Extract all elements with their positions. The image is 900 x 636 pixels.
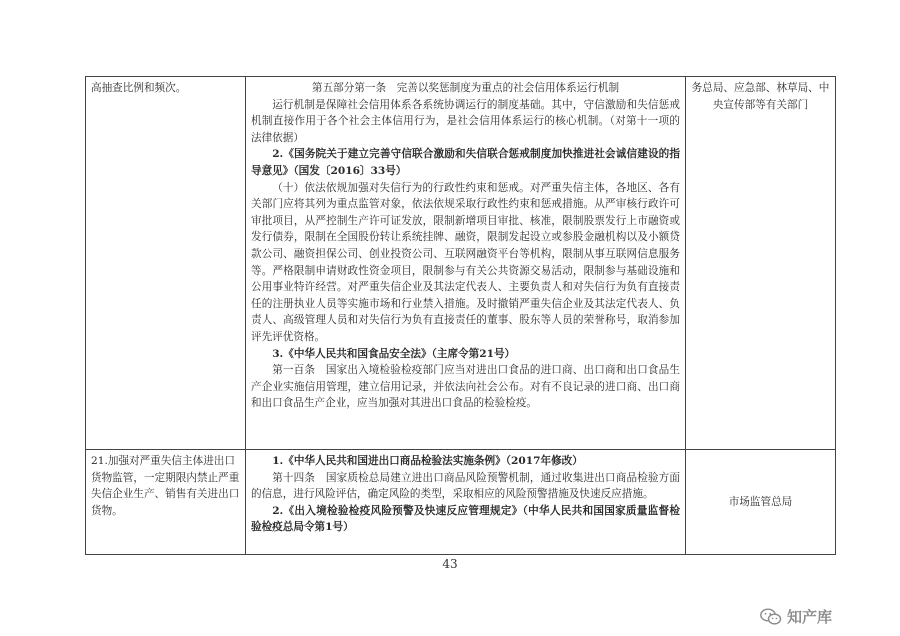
policy-table — [85, 76, 836, 555]
department-cell — [686, 77, 836, 450]
basis-cell — [246, 77, 686, 450]
measure-text: 21.加强对严重失信主体进出口货物监管，一定期限内禁止严重失信企业生产、销售有关进出口货物。 — [91, 455, 240, 517]
table-row — [86, 450, 836, 555]
basis-heading: 1.《中华人民共和国进出口商品检验法实施条例》（2017年修改） — [272, 455, 583, 467]
department-text: 务总局、应急部、林草局、中央宣传部等有关部门 — [691, 82, 830, 111]
measure-cell — [86, 77, 246, 450]
basis-paragraph: （十）依法依规加强对失信行为的行政性约束和惩戒。对严重失信主体，各地区、各有关部门应将其列为重点监管对象，依法依规采取行政性约束和惩戒措施。从严审核行政许可审批项目，从严控制生产许可证发放，限制新增项目审批、核准，限制股票发行上市融资或发行债券，限制在全国股份转让系统挂牌、融资，限制发起设立或参股金融机构以及小额贷款公司、融资担保公司、创业投资公司、互联网融资平台等机构，限制从事互联网信息服务等。严格限制申请财政性资金项目，限制参与有关公共资源交易活动，限制参与基础设施和公用事业特许经营。对严重失信企业及其法定代表人、主要负责人和对失信行为负有直接责任的注册执业人员等实施市场和行业禁入措施。及时撤销严重失信企业及其法定代表人、负责人、高级管理人员和对失信行为负有直接责任的董事、股东等人员的荣誉称号，取消参加评先评优资格。 — [251, 181, 680, 343]
basis-paragraph: 第五部分第一条 完善以奖惩制度为重点的社会信用体系运行机制 — [311, 82, 620, 94]
wechat-icon — [760, 608, 782, 626]
basis-paragraph: 运行机制是保障社会信用体系各系统协调运行的制度基础。其中，守信激励和失信惩戒机制直接作用于各个社会主体信用行为，是社会信用体系运行的核心机制。（对第十一项的法律依据） — [251, 98, 680, 144]
measure-cell — [86, 450, 246, 555]
table-row — [86, 77, 836, 450]
department-cell — [686, 450, 836, 555]
department-text: 市场监管总局 — [728, 495, 793, 508]
watermark — [760, 606, 832, 627]
basis-paragraph: 第一百条 国家出入境检验检疫部门应当对进出口食品的进口商、出口商和出口食品生产企业实施信用管理，建立信用记录，并依法向社会公布。对有不良记录的进口商、出口商和出口食品生产企业，应当加强对其进出口食品的检验检疫。 — [251, 364, 680, 410]
basis-heading: 3.《中华人民共和国食品安全法》（主席令第21号） — [272, 347, 516, 360]
watermark-text: 知产库 — [787, 608, 833, 626]
basis-heading: 2.《国务院关于建立完善守信联合激励和失信联合惩戒制度加快推进社会诚信建设的指导意见》（国发〔2016〕33号） — [251, 148, 680, 177]
basis-paragraph: 第十四条 国家质检总局建立进出口商品风险预警机制，通过收集进出口商品检验方面的信息，进行风险评估，确定风险的类型，采取相应的风险预警措施及快速反应措施。 — [251, 471, 680, 501]
basis-heading: 2.《出入境检验检疫风险预警及快速反应管理规定》（中华人民共和国国家质量监督检验检疫总局令第1号） — [251, 504, 680, 534]
measure-text: 高抽查比例和频次。 — [91, 82, 187, 94]
page-number: 43 — [442, 557, 458, 571]
basis-cell — [246, 450, 686, 555]
